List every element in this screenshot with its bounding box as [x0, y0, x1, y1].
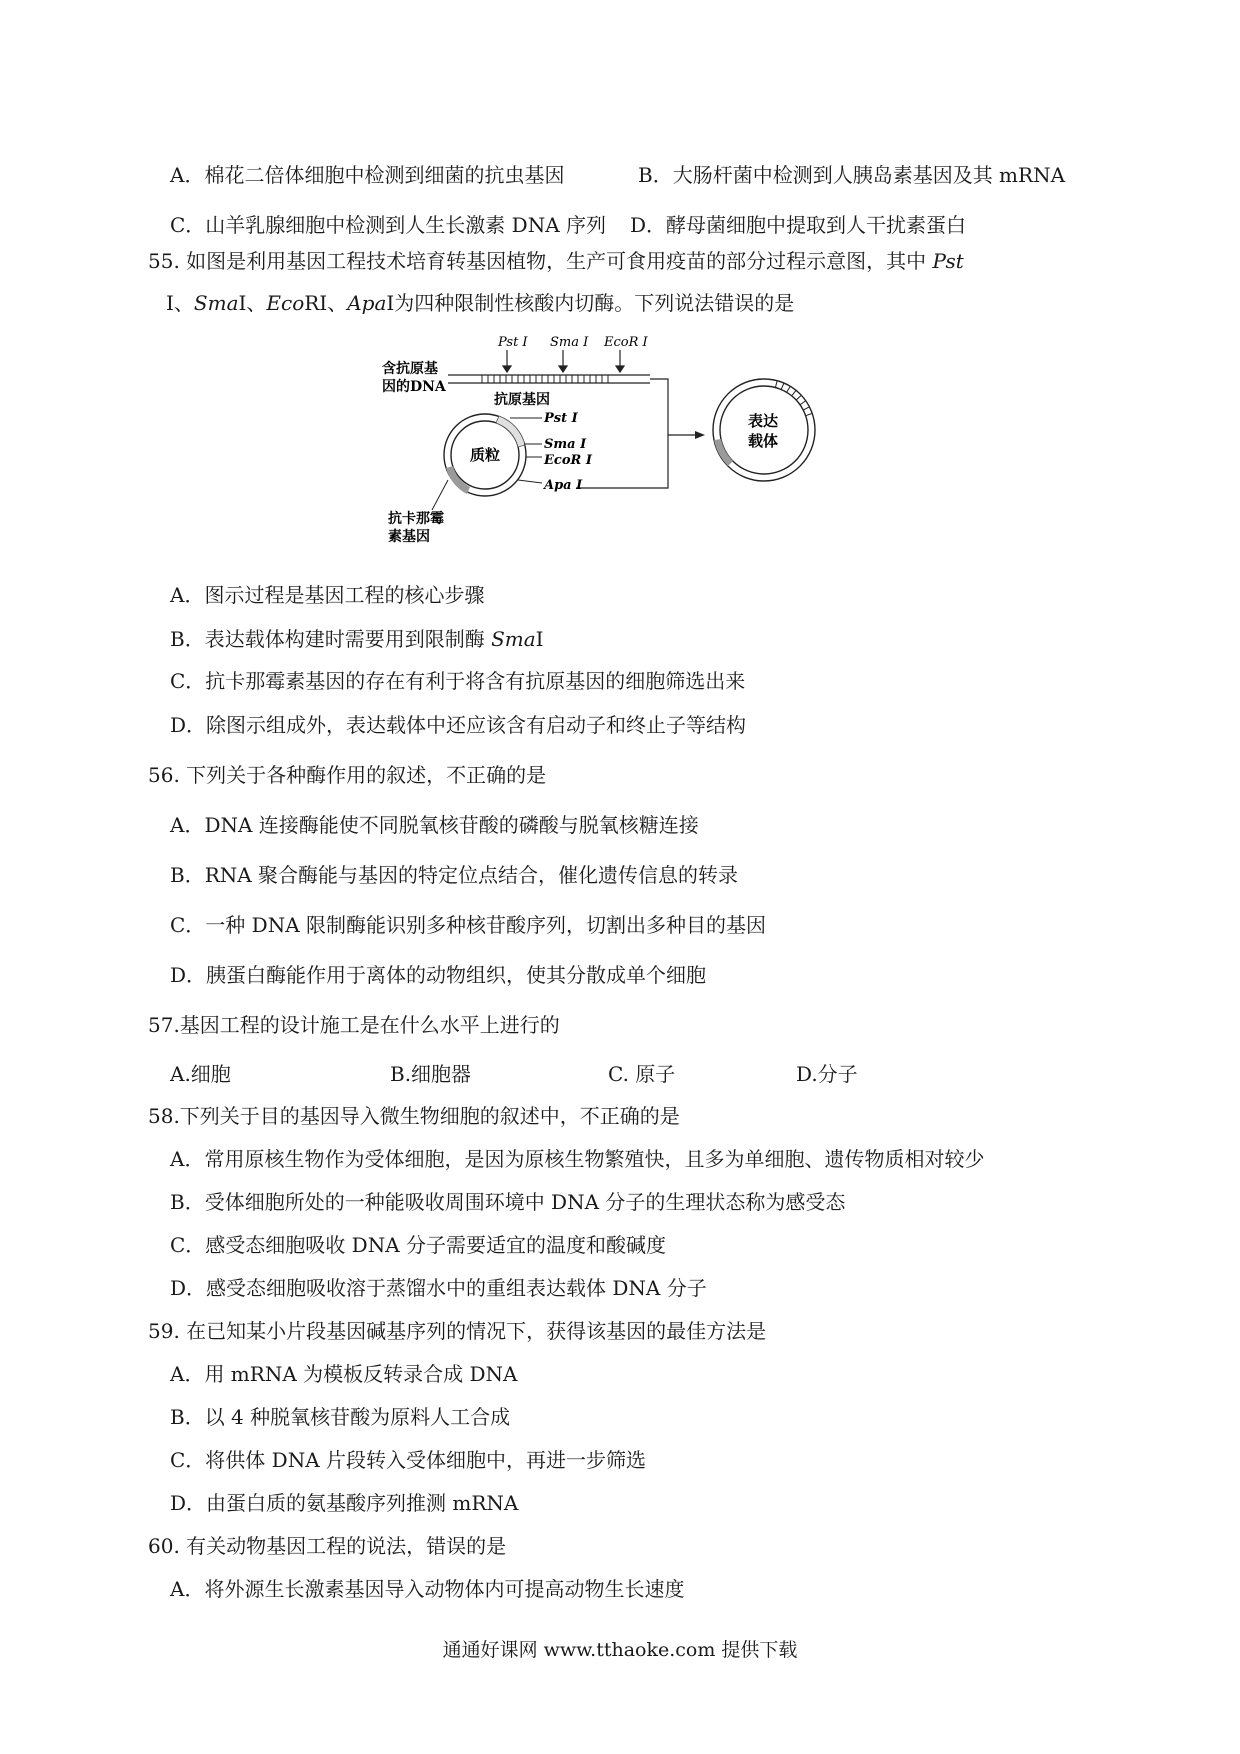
label-sma: Sma Ⅰ — [550, 335, 589, 350]
q56-option-d: D．胰蛋白酶能作用于离体的动物组织，使其分散成单个细胞 — [170, 963, 707, 987]
q56-option-b: B．RNA 聚合酶能与基因的特定位点结合，催化遗传信息的转录 — [170, 863, 739, 887]
option-a: A．棉花二倍体细胞中检测到细菌的抗虫基因 — [170, 163, 565, 187]
plasmid-site-apa: Apa Ⅰ — [544, 478, 583, 493]
label-eco: EcoR Ⅰ — [604, 335, 648, 350]
q55-option-b-enzyme: Sma — [491, 627, 536, 651]
dna-label-line1: 含抗原基 — [382, 361, 438, 377]
connector-bracket — [576, 379, 695, 488]
q55-stem-end: Ⅰ为四种限制性核酸内切酶。下列说法错误的是 — [386, 291, 795, 315]
q55-sep-1: Ⅰ、 — [166, 291, 194, 315]
kanamycin-label-line2: 素基因 — [388, 529, 430, 545]
q56-stem: 56. 下列关于各种酶作用的叙述，不正确的是 — [148, 763, 547, 787]
q57-stem: 57.基因工程的设计施工是在什么水平上进行的 — [148, 1013, 560, 1037]
label-pst: Pst Ⅰ — [498, 335, 528, 350]
vector-label-line1: 表达 — [748, 412, 779, 430]
cut-arrows — [503, 350, 624, 372]
q59-option-a: A．用 mRNA 为模板反转录合成 DNA — [170, 1362, 518, 1386]
q58-option-a: A．常用原核生物作为受体细胞，是因为原核生物繁殖快，且多为单细胞、遗传物质相对较少 — [170, 1147, 985, 1171]
q55-sep-2: Ⅰ、 — [238, 291, 267, 315]
plasmid-site-eco: EcoR Ⅰ — [544, 453, 592, 468]
q55-enzyme-sma: Sma — [193, 291, 239, 315]
q59-option-b: B．以 4 种脱氧核苷酸为原料人工合成 — [170, 1405, 511, 1429]
kanamycin-pointer — [432, 480, 448, 510]
option-c: C．山羊乳腺细胞中检测到人生长激素 DNA 序列 — [170, 213, 606, 237]
q59-option-c: C．将供体 DNA 片段转入受体细胞中，再进一步筛选 — [170, 1448, 646, 1472]
q58-option-c: C．感受态细胞吸收 DNA 分子需要适宜的温度和酸碱度 — [170, 1233, 666, 1257]
q56-option-c: C．一种 DNA 限制酶能识别多种核苷酸序列，切割出多种目的基因 — [170, 913, 766, 937]
q55-enzyme-eco: Eco — [266, 291, 305, 315]
antigen-gene-label: 抗原基因 — [494, 392, 550, 408]
dna-strand — [448, 375, 650, 383]
q57-option-d: D.分子 — [796, 1062, 858, 1086]
plasmid-site-sma: Sma Ⅰ — [544, 437, 587, 452]
q55-enzyme-pst: Pst — [932, 249, 964, 273]
arrow-to-vector — [695, 431, 705, 439]
q59-stem: 59. 在已知某小片段基因碱基序列的情况下，获得该基因的最佳方法是 — [148, 1319, 767, 1343]
q58-option-d: D．感受态细胞吸收溶于蒸馏水中的重组表达载体 DNA 分子 — [170, 1276, 707, 1300]
q55-option-b-text: B．表达载体构建时需要用到限制酶 — [170, 627, 485, 651]
q57-option-a: A.细胞 — [170, 1062, 231, 1086]
plasmid-label: 质粒 — [470, 446, 501, 464]
vector-label-line2: 载体 — [748, 432, 779, 450]
dna-label-line2: 因的DNA — [382, 379, 446, 395]
plasmid-insertion-region — [496, 416, 525, 447]
kanamycin-resistance-region — [446, 466, 470, 494]
plasmid-site-pst: Pst Ⅰ — [544, 411, 578, 426]
option-d: D．酵母菌细胞中提取到人干扰素蛋白 — [630, 213, 967, 237]
option-b: B．大肠杆菌中检测到人胰岛素基因及其 mRNA — [638, 163, 1066, 187]
page-footer: 通通好课网 www.tthaoke.com 提供下载 — [442, 1639, 798, 1661]
gene-engineering-diagram — [382, 330, 830, 560]
q60-option-a: A．将外源生长激素基因导入动物体内可提高动物生长速度 — [170, 1577, 685, 1601]
q55-stem-text: 55. 如图是利用基因工程技术培育转基因植物，生产可食用疫苗的部分过程示意图，其中 — [148, 249, 927, 273]
q59-option-d: D．由蛋白质的氨基酸序列推测 mRNA — [170, 1491, 519, 1515]
q56-option-a: A．DNA 连接酶能使不同脱氧核苷酸的磷酸与脱氧核糖连接 — [170, 813, 699, 837]
q57-option-b: B.细胞器 — [390, 1062, 472, 1086]
q55-option-b-suffix: Ⅰ — [535, 627, 544, 651]
q55-option-b — [170, 626, 544, 652]
q55-enzyme-apa: Apa — [347, 291, 387, 315]
q57-option-c: C. 原子 — [608, 1062, 676, 1086]
q55-stem-line1 — [148, 248, 964, 274]
q55-option-a: A．图示过程是基因工程的核心步骤 — [170, 583, 485, 607]
kanamycin-label-line1: 抗卡那霉 — [388, 511, 444, 527]
q55-option-c: C．抗卡那霉素基因的存在有利于将含有抗原基因的细胞筛选出来 — [170, 669, 746, 693]
q58-option-b: B．受体细胞所处的一种能吸收周围环境中 DNA 分子的生理状态称为感受态 — [170, 1190, 846, 1214]
q55-option-d: D．除图示组成外，表达载体中还应该含有启动子和终止子等结构 — [170, 713, 747, 737]
q60-stem: 60. 有关动物基因工程的说法，错误的是 — [148, 1534, 507, 1558]
q55-sep-3: RⅠ、 — [304, 291, 348, 315]
q58-stem: 58.下列关于目的基因导入微生物细胞的叙述中，不正确的是 — [148, 1104, 680, 1128]
q55-stem-line2 — [166, 290, 794, 316]
expression-vector — [713, 379, 815, 481]
